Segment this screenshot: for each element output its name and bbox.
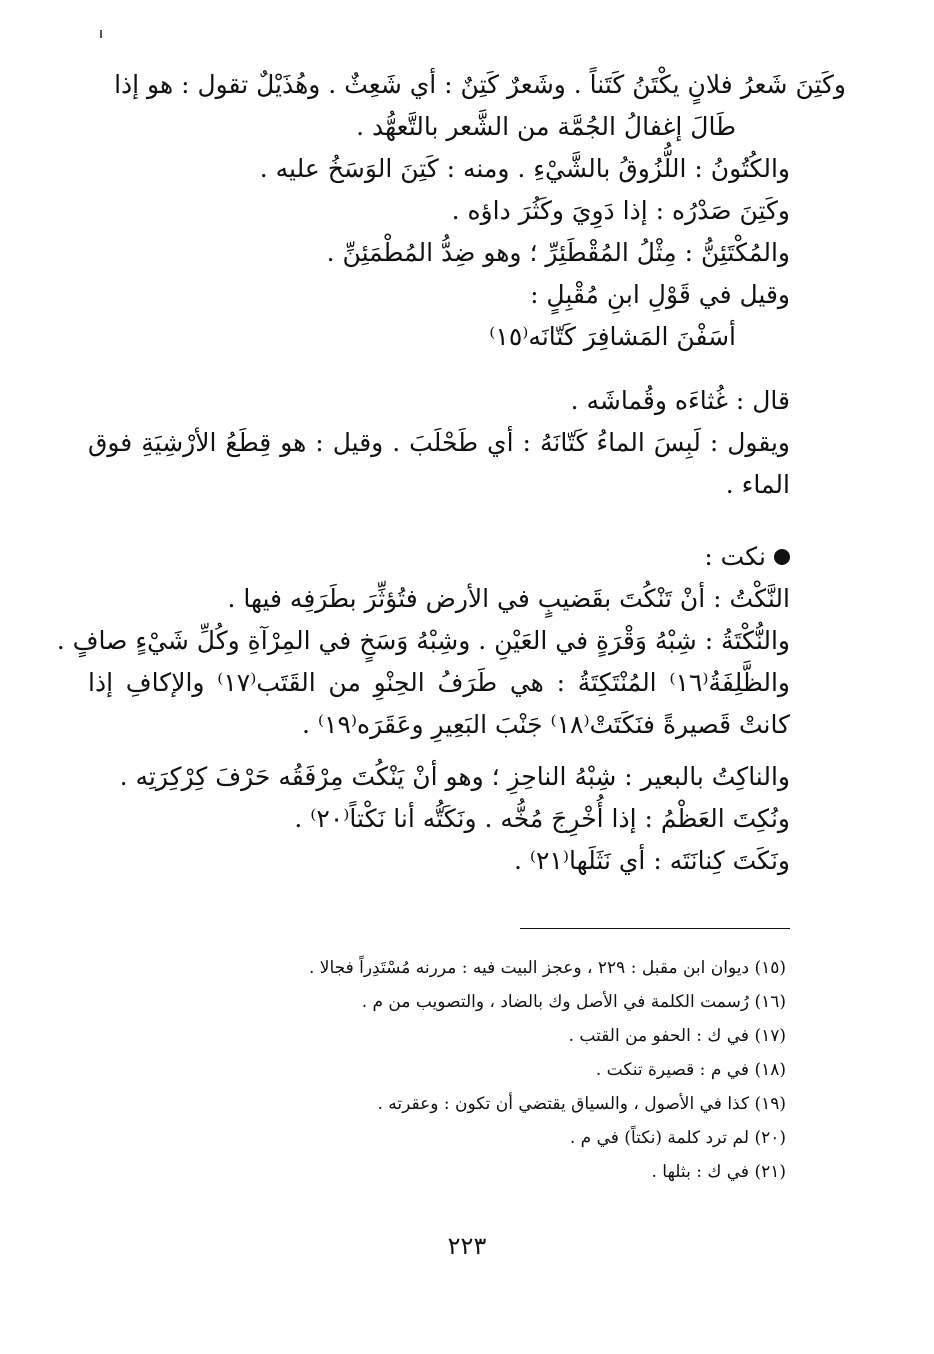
footnote: (٢١) في ك : بثلها .	[651, 1162, 786, 1182]
body-line: قال : غُثاءَه وقُماشَه .	[570, 386, 790, 415]
footnote: (١٨) في م : قصيرة تنكت .	[595, 1060, 786, 1080]
body-line: ويقول : لَبِسَ الماءُ كَتّانَهُ : أي طَحْلَبَ . وقيل : هو قِطَعُ الأرْشِيَةِ فوق الماء .	[88, 428, 790, 499]
body-line: وقيل في قَوْلِ ابنِ مُقْبِلٍ :	[530, 280, 790, 309]
section-line: والنُّكْتَةُ : شِبْهُ وَقْرَةٍ في العَيْنِ . وشِبْهُ وَسَخٍ في المِرْآةِ وكُلِّ شَيْءٍ صافٍ .	[56, 626, 790, 655]
footnote: (١٥) ديوان ابن مقبل : ٢٢٩ ، وعجز البيت فيه : مررنه مُسْتَدِراً فجالا .	[308, 958, 786, 978]
verse-line: أسَفْنَ المَشافِرَ كَتّانَه⁽١٥⁾	[489, 322, 736, 351]
footnote-divider	[520, 928, 790, 929]
body-line: والمُكْتَئِنُّ : مِثْلُ المُقْطَئِرِّ ؛ وهو ضِدُّ المُطْمَئِنِّ .	[326, 238, 790, 267]
footnote: (١٦) رُسمت الكلمة في الأصل وك بالضاد ، والتصويب من م .	[361, 992, 786, 1012]
scan-mark	[100, 30, 102, 38]
section-line: النَّكْتُ : أنْ تَنْكُتَ بقَضيبٍ في الأرض فتُؤثِّرَ بطَرَفِه فيها .	[227, 584, 790, 613]
body-line: والكُتُونُ : اللُّزُوقُ بالشَّيْءِ . ومنه : كَتِنَ الوَسَخُ عليه .	[259, 154, 790, 183]
section-line: ونُكِتَ العَظْمُ : إذا أُخْرِجَ مُخُّه . ونَكَتُّه أنا نَكْتاً⁽٢٠⁾ .	[294, 804, 790, 833]
bullet-icon	[774, 549, 790, 565]
section-line: والظَّلِفَةُ⁽١٦⁾ المُنْتَكِتَةُ : هي طَرَفُ الحِنْوِ من القَتَب⁽١٧⁾ والإكافِ إذا كانتْ قَصيرةً فنَكَتَتْ⁽١٨⁾ جَنْبَ البَعِيرِ وعَقَرَه⁽١٩⁾ .	[88, 668, 790, 739]
body-line: وكَتِنَ صَدْرُه : إذا دَوِيَ وكَثُرَ داؤه .	[451, 196, 790, 225]
page-number: ٢٢٣	[447, 1232, 487, 1260]
footnote: (١٧) في ك : الحفو من القتب .	[568, 1026, 786, 1046]
body-line: طَالَ إغفالُ الجُمَّة من الشَّعر بالتَّعهُّد .	[356, 112, 736, 141]
footnote: (١٩) كذا في الأصول ، والسياق يقتضي أن تكون : وعقرته .	[377, 1094, 786, 1114]
footnote: (٢٠) لم ترد كلمة (نكتاً) في م .	[569, 1128, 786, 1148]
section-heading-label: نكت :	[704, 542, 766, 571]
section-line: ونَكَتَ كِنانَتَه : أي نَثَلَها⁽٢١⁾ .	[513, 846, 790, 875]
footnotes	[88, 951, 846, 1189]
section-line: والناكِتُ بالبعير : شِبْهُ الناحِزِ ؛ وهو أنْ يَنْكُتَ مِرْفَقُه حَرْفَ كِرْكِرَتِه .	[119, 762, 790, 791]
body-line: وكَتِنَ شَعرُ فلانٍ يكْتَنُ كَتَناً . وشَعرٌ كَتِنٌ : أي شَعِثٌ . وهُذَيْلٌ تقول : هو إذا	[114, 70, 846, 99]
section-heading	[88, 536, 846, 578]
